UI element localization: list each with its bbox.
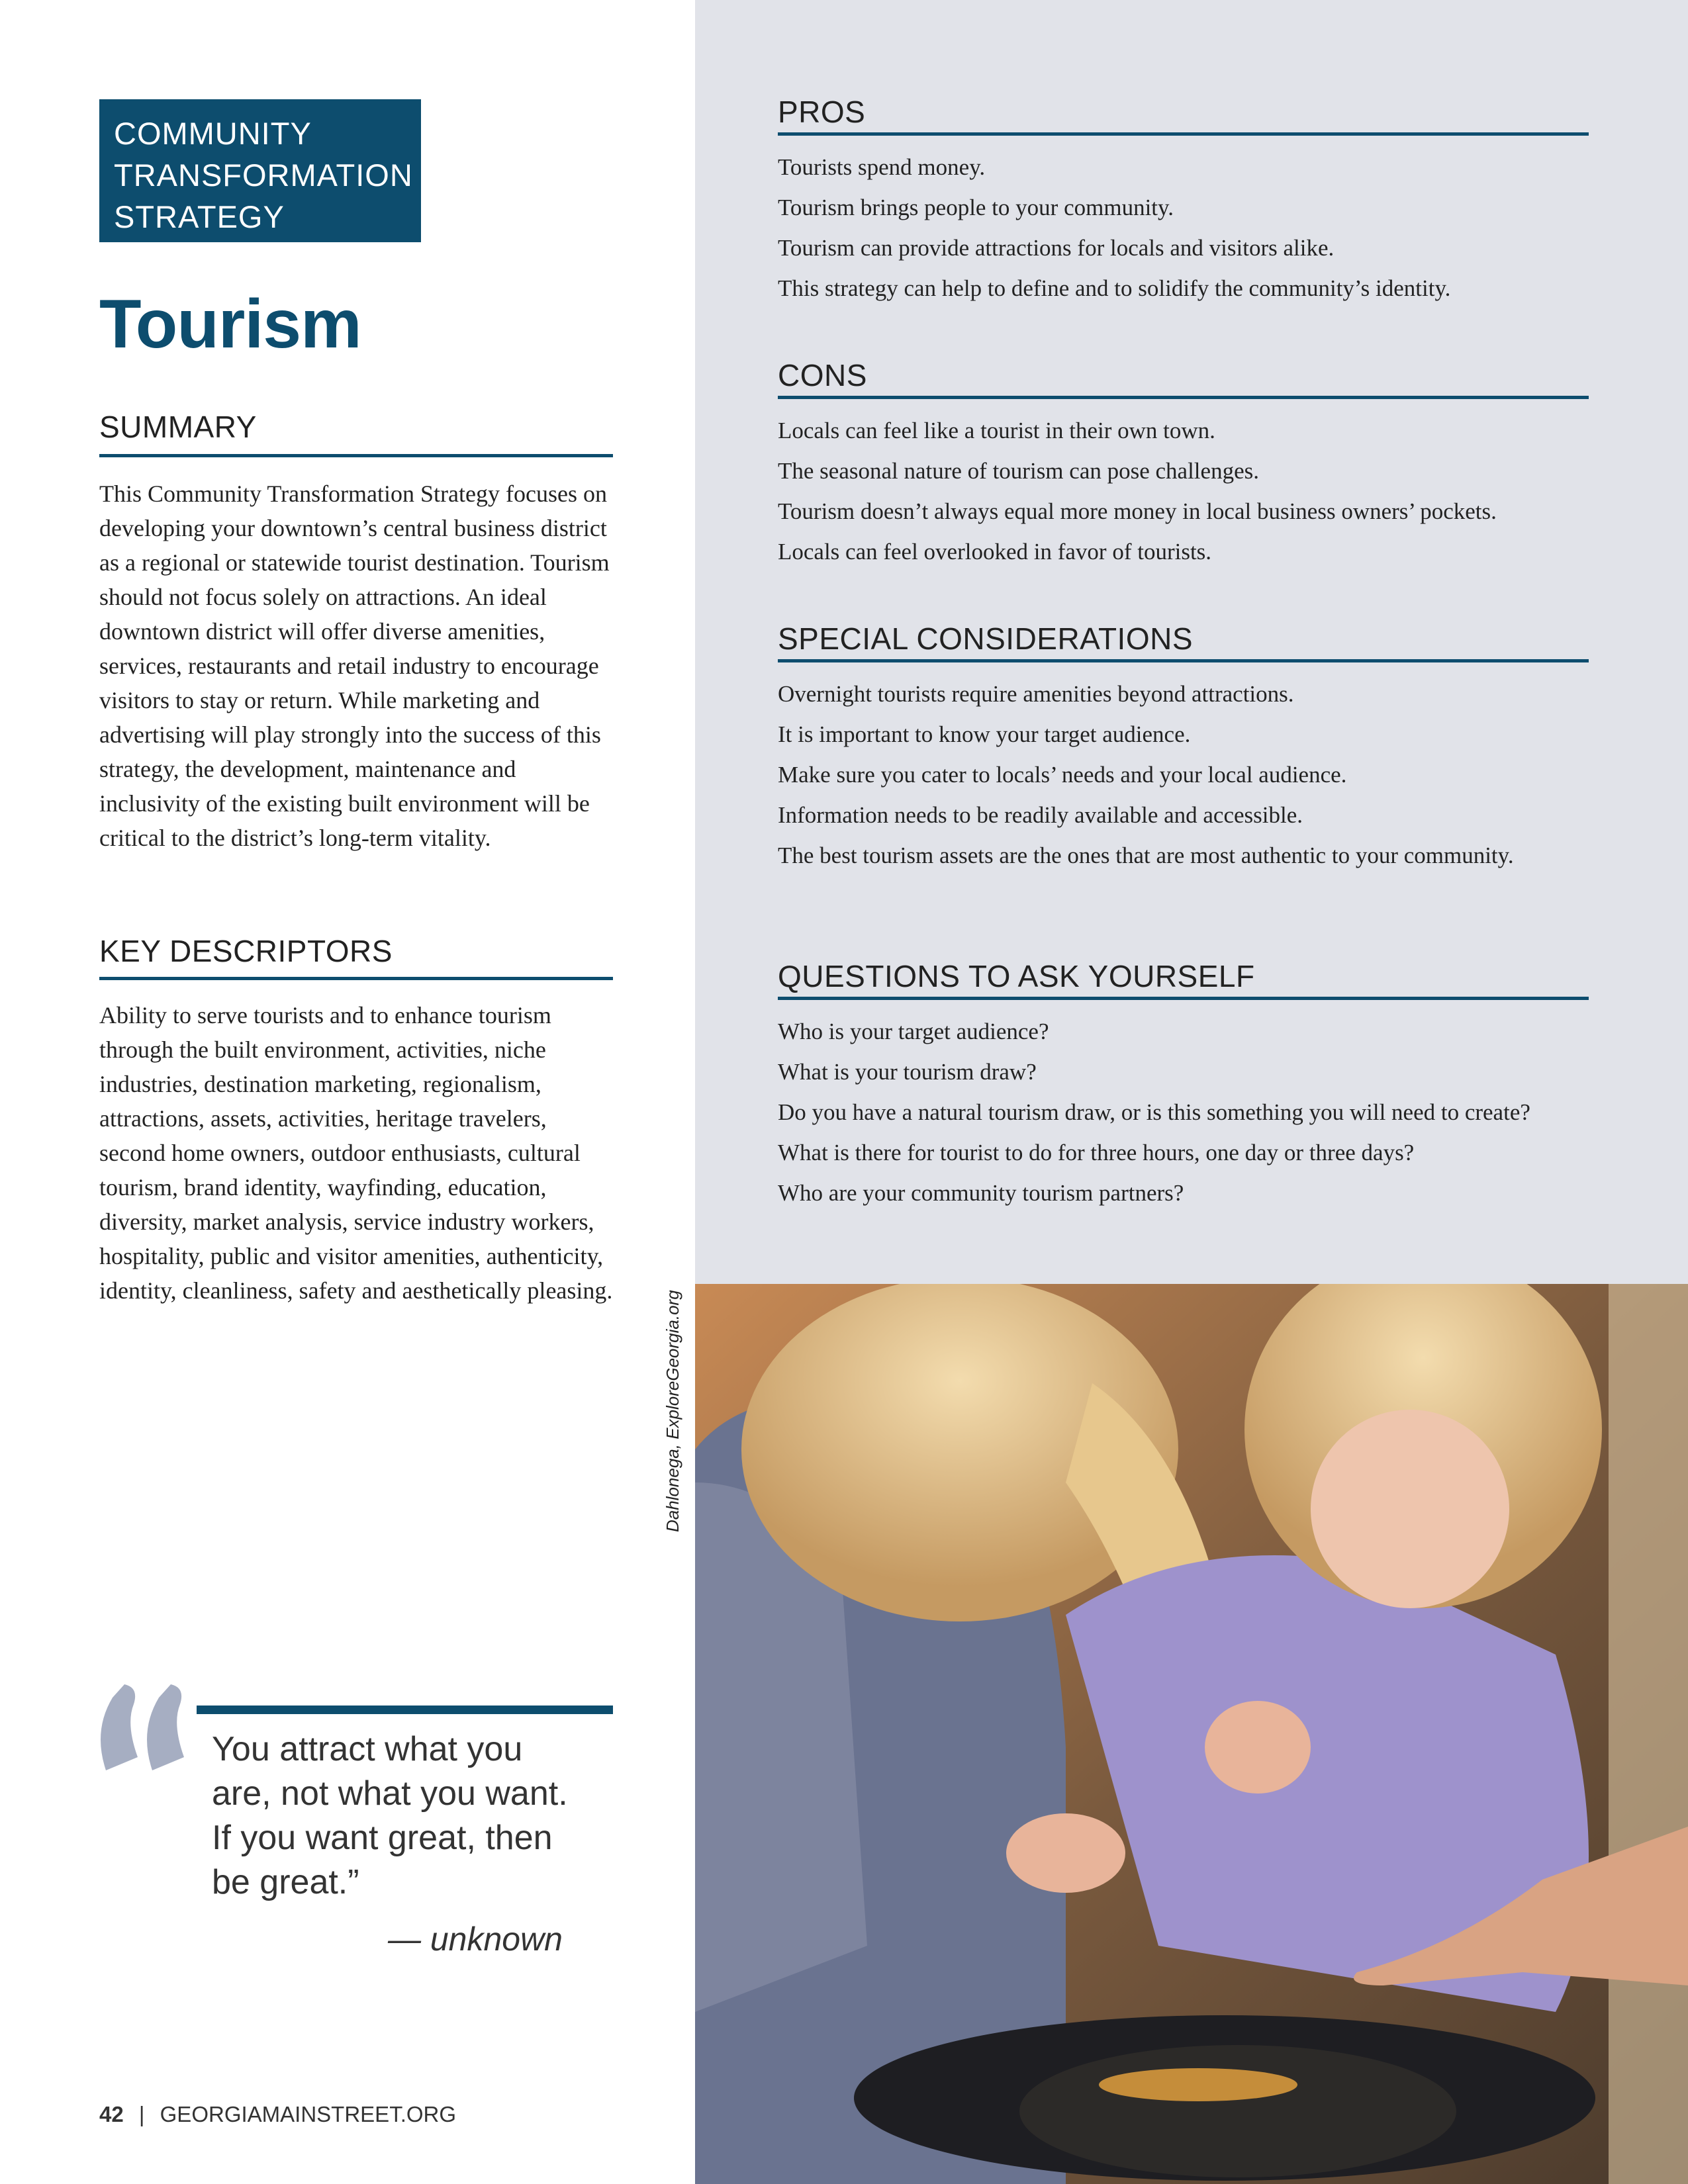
key-descriptors-heading: KEY DESCRIPTORS bbox=[99, 934, 393, 968]
section-rule bbox=[778, 132, 1589, 136]
footer-separator: | bbox=[138, 2102, 145, 2126]
list-item: The seasonal nature of tourism can pose challenges. bbox=[778, 458, 1259, 484]
section-cons bbox=[778, 357, 1589, 575]
quote-rule bbox=[197, 1706, 613, 1714]
section-list bbox=[778, 150, 1589, 306]
section-rule bbox=[778, 659, 1589, 662]
section-heading: SPECIAL CONSIDERATIONS bbox=[778, 621, 1194, 656]
list-item: What is there for tourist to do for three hours, one day or three days? bbox=[778, 1140, 1415, 1165]
photo-illustration bbox=[695, 1284, 1688, 2184]
key-descriptors-body: Ability to serve tourists and to enhance tourism through the built environment, activities, niche industries, destination marketing, regionalism, attractions, assets, activities, heritage travelers, second home owners, outdoor enthusiasts, cultural tourism, brand identity, wayfinding, education, diversity, market analysis, service industry workers, hospitality, public and visitor amenities, authenticity, identity, cleanliness, safety and aesthetically pleasing. bbox=[99, 1002, 613, 1304]
summary-body: This Community Transformation Strategy focuses on developing your downtown’s central business district as a regional or statewide tourist destination. Tourism should not focus solely on attractions. An ideal downtown district will offer diverse amenities, services, restaurants and retail industry to encourage visitors to stay or return. While marketing and advertising will play strongly into the success of this strategy, the development, maintenance and inclusivity of the existing built environment will be critical to the district’s long-term vitality. bbox=[99, 480, 610, 851]
pull-quote: You attract what you are, not what you want. If you want great, then be great.” bbox=[212, 1730, 568, 1901]
footer-site[interactable]: GEORGIAMAINSTREET.ORG bbox=[160, 2102, 457, 2126]
section-list bbox=[778, 414, 1589, 569]
section-heading: QUESTIONS TO ASK YOURSELF bbox=[778, 959, 1255, 993]
photo-caption-wrap bbox=[659, 1257, 685, 1535]
key-descriptors-rule bbox=[99, 977, 613, 980]
section-questions bbox=[778, 958, 1589, 1216]
list-item: Locals can feel like a tourist in their own town. bbox=[778, 418, 1215, 443]
section-list bbox=[778, 677, 1589, 873]
section-list bbox=[778, 1015, 1589, 1210]
section-rule bbox=[778, 396, 1589, 399]
list-item: Do you have a natural tourism draw, or is this something you will need to create? bbox=[778, 1099, 1530, 1125]
quote-attribution: — unknown bbox=[387, 1921, 563, 1958]
list-item: Tourism can provide attractions for locals and visitors alike. bbox=[778, 235, 1335, 261]
list-item: Who are your community tourism partners? bbox=[778, 1180, 1184, 1206]
summary-rule bbox=[99, 454, 613, 457]
list-item: Tourists spend money. bbox=[778, 154, 986, 180]
section-heading: PROS bbox=[778, 95, 866, 129]
strategy-label-box bbox=[99, 99, 421, 242]
section-rule bbox=[778, 997, 1589, 1000]
footer bbox=[99, 2101, 456, 2128]
section-special-considerations bbox=[778, 621, 1589, 879]
list-item: Make sure you cater to locals’ needs and your local audience. bbox=[778, 762, 1347, 788]
list-item: This strategy can help to define and to solidify the community’s identity. bbox=[778, 275, 1451, 301]
page-title: Tourism bbox=[99, 286, 361, 363]
list-item: Locals can feel overlooked in favor of tourists. bbox=[778, 539, 1212, 565]
list-item: Tourism brings people to your community. bbox=[778, 195, 1174, 220]
tag-line: COMMUNITY bbox=[114, 116, 312, 151]
section-pros bbox=[778, 94, 1589, 312]
list-item: Information needs to be readily available and accessible. bbox=[778, 802, 1303, 828]
summary-heading: SUMMARY bbox=[99, 410, 257, 444]
list-item: Overnight tourists require amenities beyond attractions. bbox=[778, 681, 1294, 707]
list-item: It is important to know your target audience. bbox=[778, 721, 1191, 747]
tag-line: STRATEGY bbox=[114, 199, 285, 234]
tag-line: TRANSFORMATION bbox=[114, 158, 413, 193]
list-item: Who is your target audience? bbox=[778, 1019, 1049, 1044]
quote-mark-glyph bbox=[99, 1684, 189, 1774]
photo-caption-svg bbox=[659, 1257, 685, 1535]
photo-caption: Dahlonega, ExploreGeorgia.org bbox=[663, 1290, 682, 1532]
page-number: 42 bbox=[99, 2102, 124, 2126]
list-item: Tourism doesn’t always equal more money in local business owners’ pockets. bbox=[778, 498, 1497, 524]
photo-children-panning-gold bbox=[695, 1284, 1688, 2184]
list-item: What is your tourism draw? bbox=[778, 1059, 1037, 1085]
list-item: The best tourism assets are the ones that are most authentic to your community. bbox=[778, 842, 1514, 868]
right-panel bbox=[695, 0, 1688, 1284]
section-heading: CONS bbox=[778, 358, 867, 392]
quote-mark-icon bbox=[99, 1684, 189, 1774]
